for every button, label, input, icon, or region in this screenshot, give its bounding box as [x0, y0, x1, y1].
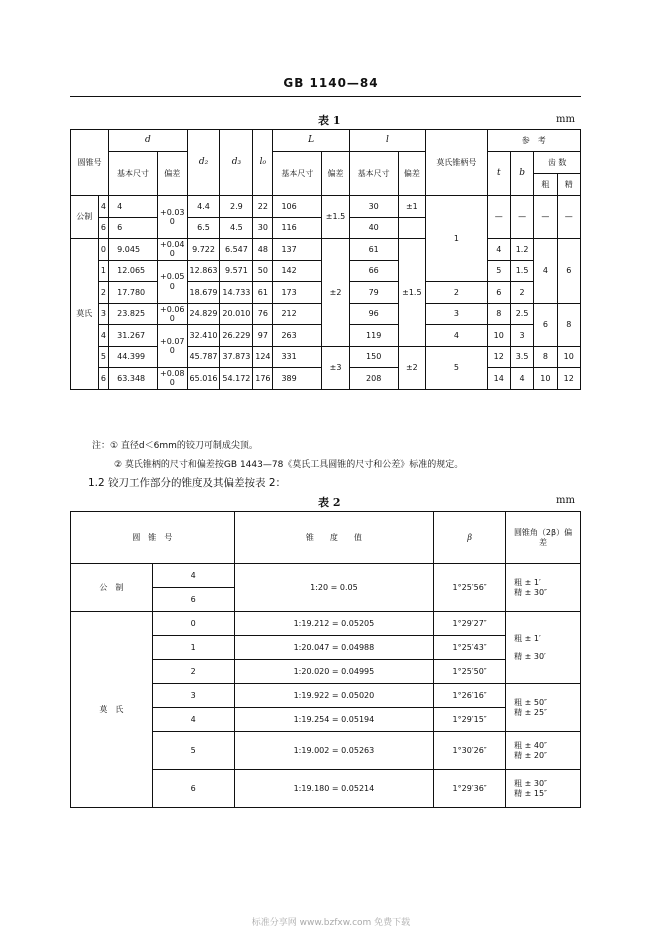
cell-L: 116 [273, 217, 322, 239]
cell-d3: 54.172 [220, 368, 253, 390]
cell2-dev: 粗 ± 30″ 精 ± 15″ [506, 770, 581, 808]
cell-l: 40 [349, 217, 398, 239]
cell-d: 12.065 [109, 260, 158, 282]
cell-d2: 4.4 [187, 196, 220, 218]
cell-no: 2 [98, 282, 109, 304]
th-l-dev: 偏差 [398, 152, 426, 196]
cell-d3: 6.547 [220, 239, 253, 261]
cell-zf: 10 [557, 346, 580, 368]
cell-d: 44.399 [109, 346, 158, 368]
th2-cone: 圆 锥 号 [71, 512, 235, 564]
cell2-no: 5 [152, 732, 234, 770]
cell-no: 1 [98, 260, 109, 282]
cell-l: 79 [349, 282, 398, 304]
th-d-size: 基本尺寸 [109, 152, 158, 196]
table-1 [70, 129, 581, 390]
cell2-beta: 1°25′56″ [434, 564, 506, 612]
th-morse-shank: 莫氏锥柄号 [426, 130, 487, 196]
cell-l-dev-empty [398, 217, 426, 239]
th-t: t [487, 152, 510, 196]
cell-zf: 12 [557, 368, 580, 390]
cell-t: 6 [487, 282, 510, 304]
cell2-no: 2 [152, 660, 234, 684]
cell-t: 14 [487, 368, 510, 390]
cell-t: 4 [487, 239, 510, 261]
cell-taper: 4 [426, 325, 487, 347]
cell-l: 96 [349, 303, 398, 325]
th-l0: l₀ [253, 130, 273, 196]
cell-taper: 5 [426, 346, 487, 389]
cell-L: 173 [273, 282, 322, 304]
cell-d: 23.825 [109, 303, 158, 325]
cell-d3: 4.5 [220, 217, 253, 239]
cell-b: 1.5 [510, 260, 533, 282]
cell2-beta: 1°30′26″ [434, 732, 506, 770]
cell-d3: 9.571 [220, 260, 253, 282]
cell-d-dev: +0.08 0 [157, 368, 187, 390]
cell-zf: 8 [557, 303, 580, 346]
cell-d3: 26.229 [220, 325, 253, 347]
cell-b: 2 [510, 282, 533, 304]
cell2-dev: 粗 ± 1′ 精 ± 30′ [506, 612, 581, 684]
cell-d3: 2.9 [220, 196, 253, 218]
cell-taper: 3 [426, 303, 487, 325]
cell-b: — [510, 196, 533, 239]
cell-d3: 20.010 [220, 303, 253, 325]
table-2 [70, 511, 581, 808]
cell-t: 8 [487, 303, 510, 325]
cell-no: 5 [98, 346, 109, 368]
cell2-no: 4 [152, 708, 234, 732]
cell-d2: 18.679 [187, 282, 220, 304]
cell-zf: 6 [557, 239, 580, 304]
cell2-no: 0 [152, 612, 234, 636]
cell2-beta: 1°26′16″ [434, 684, 506, 708]
cell2-beta: 1°25′43″ [434, 636, 506, 660]
th-L-size: 基本尺寸 [273, 152, 322, 196]
th-reference: 参 考 [487, 130, 580, 152]
cell-L: 331 [273, 346, 322, 368]
cell2-taper: 1:19.212 = 0.05205 [234, 612, 434, 636]
th-d3: d₃ [220, 130, 253, 196]
cell-zc: 8 [534, 346, 557, 368]
cell2-dev: 粗 ± 1′ 精 ± 30″ [506, 564, 581, 612]
th-L: L [273, 130, 349, 152]
cell2-dev: 粗 ± 50″ 精 ± 25″ [506, 684, 581, 732]
cell2-no: 1 [152, 636, 234, 660]
cell-l: 30 [349, 196, 398, 218]
cell-t: 5 [487, 260, 510, 282]
cell-l0: 76 [253, 303, 273, 325]
cell-zc: — [534, 196, 557, 239]
cell2-beta: 1°29′27″ [434, 612, 506, 636]
cell-l0: 124 [253, 346, 273, 368]
cell-d: 17.780 [109, 282, 158, 304]
cell-t: — [487, 196, 510, 239]
th-L-dev: 偏差 [322, 152, 350, 196]
cell-l-dev: ±2 [398, 346, 426, 389]
table2-unit: mm [556, 495, 575, 506]
cell-l0: 48 [253, 239, 273, 261]
watermark-footer: 标准分享网 www.bzfxw.com 免费下载 [251, 918, 411, 928]
cell-zc: 4 [534, 239, 557, 304]
cell-d: 31.267 [109, 325, 158, 347]
cell-l0: 50 [253, 260, 273, 282]
cell-taper: 2 [426, 282, 487, 304]
cell2-no: 3 [152, 684, 234, 708]
table1-unit: mm [556, 114, 575, 125]
cell-no: 3 [98, 303, 109, 325]
cell-l: 119 [349, 325, 398, 347]
th2-taper: 锥 度 值 [234, 512, 434, 564]
cell-l: 66 [349, 260, 398, 282]
cell-d: 6 [109, 217, 158, 239]
cell-l0: 176 [253, 368, 273, 390]
cell-L: 212 [273, 303, 322, 325]
cell-L: 137 [273, 239, 322, 261]
cell-l0: 22 [253, 196, 273, 218]
cell2-beta: 1°25′50″ [434, 660, 506, 684]
cell-d3: 37.873 [220, 346, 253, 368]
cell-no: 0 [98, 239, 109, 261]
table2-caption: 表 2 [318, 496, 341, 509]
cell-d-dev: +0.04 0 [157, 239, 187, 261]
group2-metric: 公 制 [71, 564, 153, 612]
cell-no: 6 [98, 217, 109, 239]
th-d: d [109, 130, 187, 152]
cell2-no: 6 [152, 588, 234, 612]
cell-l: 208 [349, 368, 398, 390]
cell-d2: 12.863 [187, 260, 220, 282]
th-teeth: 齿 数 [534, 152, 581, 174]
header-rule [70, 96, 581, 97]
cell-no: 4 [98, 325, 109, 347]
th-l-size: 基本尺寸 [349, 152, 398, 196]
group2-morse: 莫 氏 [71, 612, 153, 808]
cell-d2: 45.787 [187, 346, 220, 368]
cell-t: 12 [487, 346, 510, 368]
cell-zf: — [557, 196, 580, 239]
th-l: l [349, 130, 425, 152]
cell-d: 4 [109, 196, 158, 218]
cell-b: 4 [510, 368, 533, 390]
cell2-taper: 1:20.047 = 0.04988 [234, 636, 434, 660]
cell-L-dev: ±2 [322, 239, 350, 347]
note-1: 注：① 直径d＜6mm的铰刀可制成尖顶。 [92, 441, 258, 451]
cell2-taper: 1:19.254 = 0.05194 [234, 708, 434, 732]
section-1-2: 1.2 铰刀工作部分的锥度及其偏差按表 2： [88, 477, 287, 489]
cell-d2: 32.410 [187, 325, 220, 347]
cell-d2: 65.016 [187, 368, 220, 390]
cell-l0: 61 [253, 282, 273, 304]
cell2-no: 6 [152, 770, 234, 808]
cell-l0: 97 [253, 325, 273, 347]
cell-l: 61 [349, 239, 398, 261]
cell2-no: 4 [152, 564, 234, 588]
cell-d3: 14.733 [220, 282, 253, 304]
group-metric: 公制 [71, 196, 99, 239]
cell-d-dev: +0.05 0 [157, 260, 187, 303]
cell-L: 106 [273, 196, 322, 218]
cell-taper: 1 [426, 196, 487, 282]
cell-d2: 6.5 [187, 217, 220, 239]
cell2-taper: 1:20 = 0.05 [234, 564, 434, 612]
cell-b: 2.5 [510, 303, 533, 325]
cell2-dev: 粗 ± 40″ 精 ± 20″ [506, 732, 581, 770]
cell2-taper: 1:19.180 = 0.05214 [234, 770, 434, 808]
cell-L: 263 [273, 325, 322, 347]
page-header: GB 1140—84 [283, 76, 379, 90]
th2-angle-dev: 圆锥角（2β）偏 差 [506, 512, 581, 564]
cell-b: 3 [510, 325, 533, 347]
cell-zc: 6 [534, 303, 557, 346]
cell2-taper: 1:19.922 = 0.05020 [234, 684, 434, 708]
cell-L-dev: ±3 [322, 346, 350, 389]
cell-d: 9.045 [109, 239, 158, 261]
cell-d: 63.348 [109, 368, 158, 390]
cell2-beta: 1°29′15″ [434, 708, 506, 732]
note-2: ② 莫氏锥柄的尺寸和偏差按GB 1443—78《莫氏工具圆锥的尺寸和公差》标准的规定。 [114, 460, 464, 470]
th2-beta: β [434, 512, 506, 564]
group-morse: 莫氏 [71, 239, 99, 390]
th-cone: 圆锥号 [71, 130, 109, 196]
cell-L: 142 [273, 260, 322, 282]
cell-no: 4 [98, 196, 109, 218]
table1-caption: 表 1 [318, 114, 341, 127]
cell-l-dev: ±1 [398, 196, 426, 218]
cell2-taper: 1:19.002 = 0.05263 [234, 732, 434, 770]
cell-d-dev: +0.06 0 [157, 303, 187, 325]
cell-l-dev: ±1.5 [398, 239, 426, 347]
th-fine: 精 [557, 174, 580, 196]
cell-b: 1.2 [510, 239, 533, 261]
cell-l: 150 [349, 346, 398, 368]
cell-b: 3.5 [510, 346, 533, 368]
cell2-taper: 1:20.020 = 0.04995 [234, 660, 434, 684]
cell-d-dev: +0.03 0 [157, 196, 187, 239]
cell-zc: 10 [534, 368, 557, 390]
cell-no: 6 [98, 368, 109, 390]
cell-d2: 9.722 [187, 239, 220, 261]
cell2-beta: 1°29′36″ [434, 770, 506, 808]
cell-d2: 24.829 [187, 303, 220, 325]
cell-d-dev: +0.07 0 [157, 325, 187, 368]
th-d-dev: 偏差 [157, 152, 187, 196]
th-coarse: 粗 [534, 174, 557, 196]
th-b: b [510, 152, 533, 196]
cell-L: 389 [273, 368, 322, 390]
th-d2: d₂ [187, 130, 220, 196]
cell-L-dev: ±1.5 [322, 196, 350, 239]
cell-l0: 30 [253, 217, 273, 239]
cell-t: 10 [487, 325, 510, 347]
